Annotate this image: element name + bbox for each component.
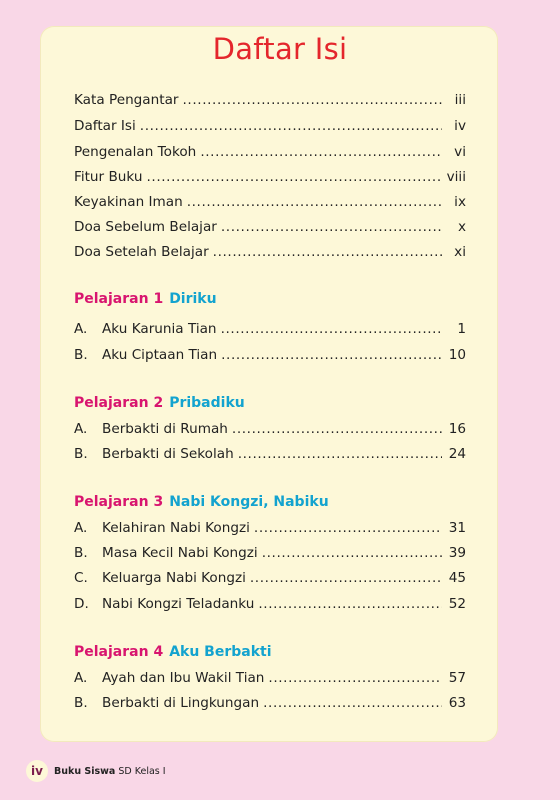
toc-entry-letter: B. xyxy=(74,446,88,462)
leader-dots xyxy=(146,169,442,185)
leader-dots xyxy=(258,596,442,612)
toc-entry-page: 16 xyxy=(448,421,466,437)
book-title: Buku Siswa xyxy=(54,765,116,777)
leader-dots xyxy=(140,118,442,134)
leader-dots xyxy=(238,446,442,462)
toc-entry-letter: B. xyxy=(74,347,88,363)
toc-entry-page: ix xyxy=(454,194,466,210)
toc-entry[interactable] xyxy=(74,596,466,620)
leader-dots xyxy=(232,421,442,437)
lesson-number: Pelajaran 3 xyxy=(74,494,164,510)
toc-entry-page: vi xyxy=(454,144,466,160)
toc-entry-label: Berbakti di Rumah xyxy=(102,421,228,437)
lesson-heading[interactable] xyxy=(74,291,217,307)
toc-entry-page: x xyxy=(457,219,466,235)
lesson-number: Pelajaran 1 xyxy=(74,291,164,307)
leader-dots xyxy=(262,545,442,561)
toc-entry-label: Ayah dan Ibu Wakil Tian xyxy=(102,670,265,686)
toc-entry[interactable] xyxy=(74,194,466,218)
toc-entry[interactable] xyxy=(74,446,466,470)
toc-entry-page: 39 xyxy=(448,545,466,561)
toc-entry-label: Nabi Kongzi Teladanku xyxy=(102,596,255,612)
toc-entry[interactable] xyxy=(74,219,466,243)
toc-entry-label: Pengenalan Tokoh xyxy=(74,144,197,160)
toc-entry-page: 57 xyxy=(448,670,466,686)
toc-entry-page: 52 xyxy=(448,596,466,612)
book-level: SD Kelas I xyxy=(118,765,166,777)
toc-entry-letter: A. xyxy=(74,321,88,337)
leader-dots xyxy=(221,219,442,235)
page-title: Daftar Isi xyxy=(212,32,348,66)
toc-entry-label: Kelahiran Nabi Kongzi xyxy=(102,520,250,536)
leader-dots xyxy=(221,321,442,337)
toc-entry[interactable] xyxy=(74,321,466,345)
toc-entry-letter: B. xyxy=(74,695,88,711)
toc-entry-page: 10 xyxy=(448,347,466,363)
leader-dots xyxy=(187,194,442,210)
leader-dots xyxy=(221,347,442,363)
toc-entry[interactable] xyxy=(74,169,466,193)
toc-entry[interactable] xyxy=(74,570,466,594)
toc-entry[interactable] xyxy=(74,347,466,371)
toc-entry-letter: B. xyxy=(74,545,88,561)
toc-entry-label: Kata Pengantar xyxy=(74,92,179,108)
toc-entry-label: Doa Setelah Belajar xyxy=(74,244,209,260)
lesson-number: Pelajaran 4 xyxy=(74,644,164,660)
toc-entry[interactable] xyxy=(74,118,466,142)
lesson-title: Aku Berbakti xyxy=(169,644,272,660)
lesson-title: Pribadiku xyxy=(169,395,245,411)
page-number-badge: iv xyxy=(26,760,48,782)
leader-dots xyxy=(200,144,442,160)
toc-entry-letter: C. xyxy=(74,570,88,586)
lesson-title: Nabi Kongzi, Nabiku xyxy=(169,494,329,510)
lesson-heading[interactable] xyxy=(74,395,245,411)
toc-entry-page: 63 xyxy=(448,695,466,711)
toc-entry[interactable] xyxy=(74,144,466,168)
leader-dots xyxy=(213,244,442,260)
toc-entry[interactable] xyxy=(74,421,466,445)
toc-entry-label: Masa Kecil Nabi Kongzi xyxy=(102,545,258,561)
toc-entry[interactable] xyxy=(74,520,466,544)
page-footer xyxy=(26,760,166,782)
toc-entry-label: Daftar Isi xyxy=(74,118,136,134)
toc-entry-page: 1 xyxy=(457,321,466,337)
toc-entry-label: Keyakinan Iman xyxy=(74,194,183,210)
toc-entry-page: iv xyxy=(454,118,466,134)
toc-entry-label: Keluarga Nabi Kongzi xyxy=(102,570,246,586)
lesson-number: Pelajaran 2 xyxy=(74,395,164,411)
leader-dots xyxy=(263,695,442,711)
toc-entry-label: Berbakti di Sekolah xyxy=(102,446,234,462)
toc-entry-page: 45 xyxy=(448,570,466,586)
toc-entry[interactable] xyxy=(74,670,466,694)
toc-entry-page: iii xyxy=(454,92,466,108)
toc-entry[interactable] xyxy=(74,244,466,268)
toc-entry[interactable] xyxy=(74,695,466,719)
lesson-heading[interactable] xyxy=(74,494,329,510)
toc-entry-page: viii xyxy=(446,169,466,185)
toc-entry[interactable] xyxy=(74,92,466,116)
toc-entry-page: xi xyxy=(454,244,466,260)
toc-entry-label: Aku Karunia Tian xyxy=(102,321,217,337)
leader-dots xyxy=(268,670,442,686)
leader-dots xyxy=(250,570,442,586)
toc-entry-letter: A. xyxy=(74,670,88,686)
toc-entry-page: 31 xyxy=(448,520,466,536)
leader-dots xyxy=(254,520,442,536)
lesson-heading[interactable] xyxy=(74,644,272,660)
lesson-title: Diriku xyxy=(169,291,217,307)
toc-entry-letter: A. xyxy=(74,421,88,437)
toc-entry-label: Berbakti di Lingkungan xyxy=(102,695,260,711)
toc-entry-letter: D. xyxy=(74,596,89,612)
toc-entry-page: 24 xyxy=(448,446,466,462)
toc-entry[interactable] xyxy=(74,545,466,569)
toc-entry-label: Aku Ciptaan Tian xyxy=(102,347,218,363)
leader-dots xyxy=(183,92,442,108)
toc-entry-label: Doa Sebelum Belajar xyxy=(74,219,217,235)
book-caption xyxy=(54,766,166,777)
toc-entry-letter: A. xyxy=(74,520,88,536)
toc-entry-label: Fitur Buku xyxy=(74,169,143,185)
